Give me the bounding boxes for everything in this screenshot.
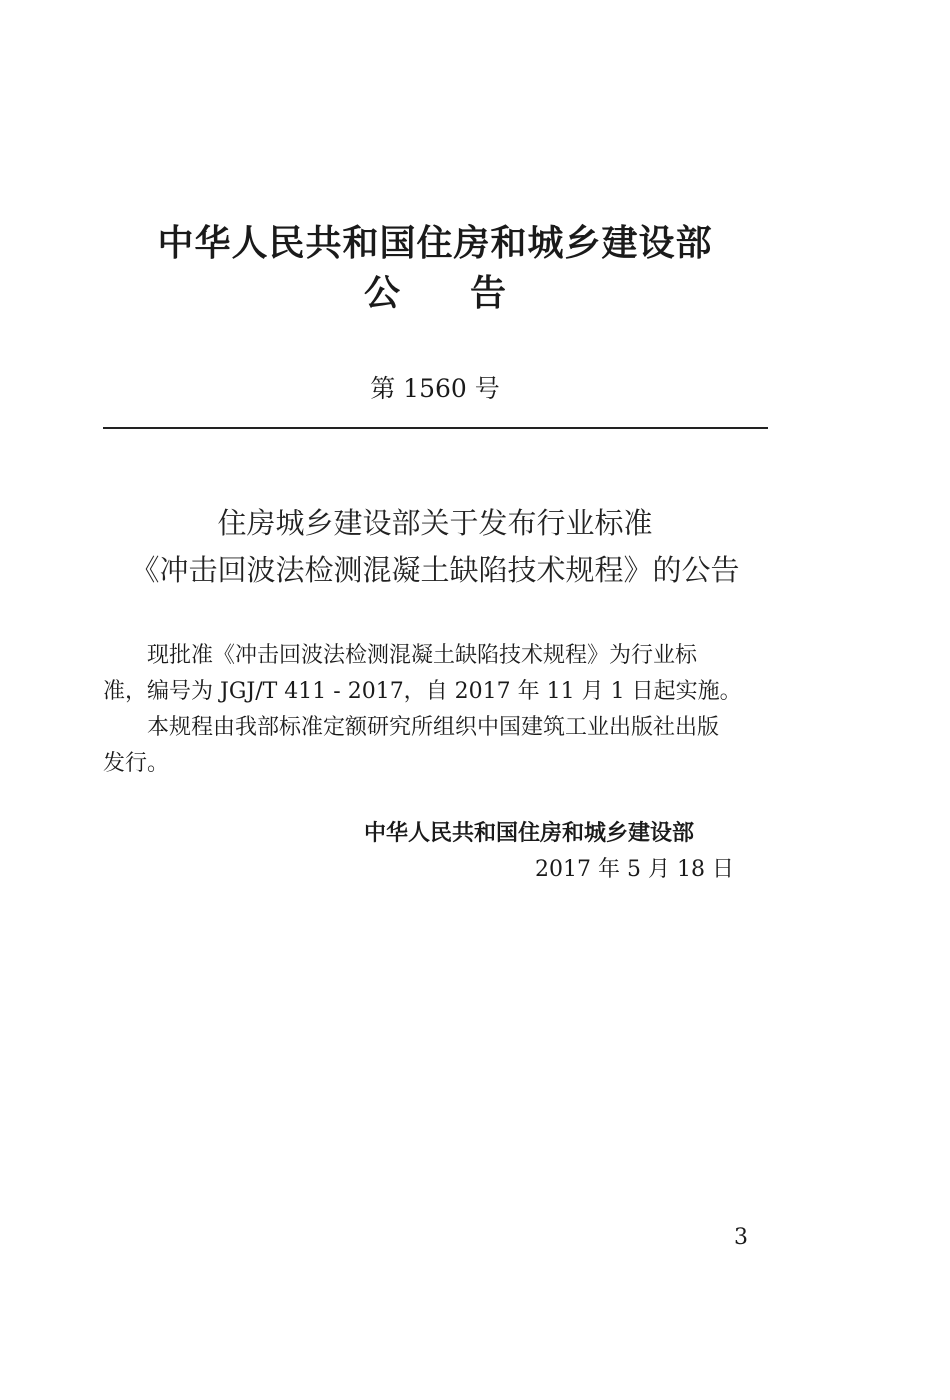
body-paragraph-1 xyxy=(103,638,770,710)
body-paragraph-1-line-1: 现批准《冲击回波法检测混凝土缺陷技术规程》为行业标 xyxy=(147,643,698,668)
body-paragraph-2 xyxy=(103,710,770,782)
signature-organization: 中华人民共和国住房和城乡建设部 xyxy=(364,821,695,846)
document-type-title: 公告 xyxy=(363,273,576,314)
body-paragraph-2-line-1: 本规程由我部标准定额研究所组织中国建筑工业出版社出版 xyxy=(147,715,720,740)
issuer-title: 中华人民共和国住房和城乡建设部 xyxy=(157,223,713,264)
signature-date: 2017 年 5 月 18 日 xyxy=(535,857,734,882)
announcement-number: 第 1560 号 xyxy=(370,374,500,403)
subject-line-2: 《冲击回波法检测混凝土缺陷技术规程》的公告 xyxy=(130,553,740,587)
header-divider xyxy=(103,427,768,429)
subject-line-1: 住房城乡建设部关于发布行业标准 xyxy=(217,506,653,540)
body-paragraph-2-line-2: 发行。 xyxy=(103,751,170,776)
page-number: 3 xyxy=(734,1225,748,1250)
body-paragraph-1-line-2: 准，编号为 JGJ/T 411 - 2017，自 2017 年 11 月 1 日起实施。 xyxy=(103,679,742,704)
